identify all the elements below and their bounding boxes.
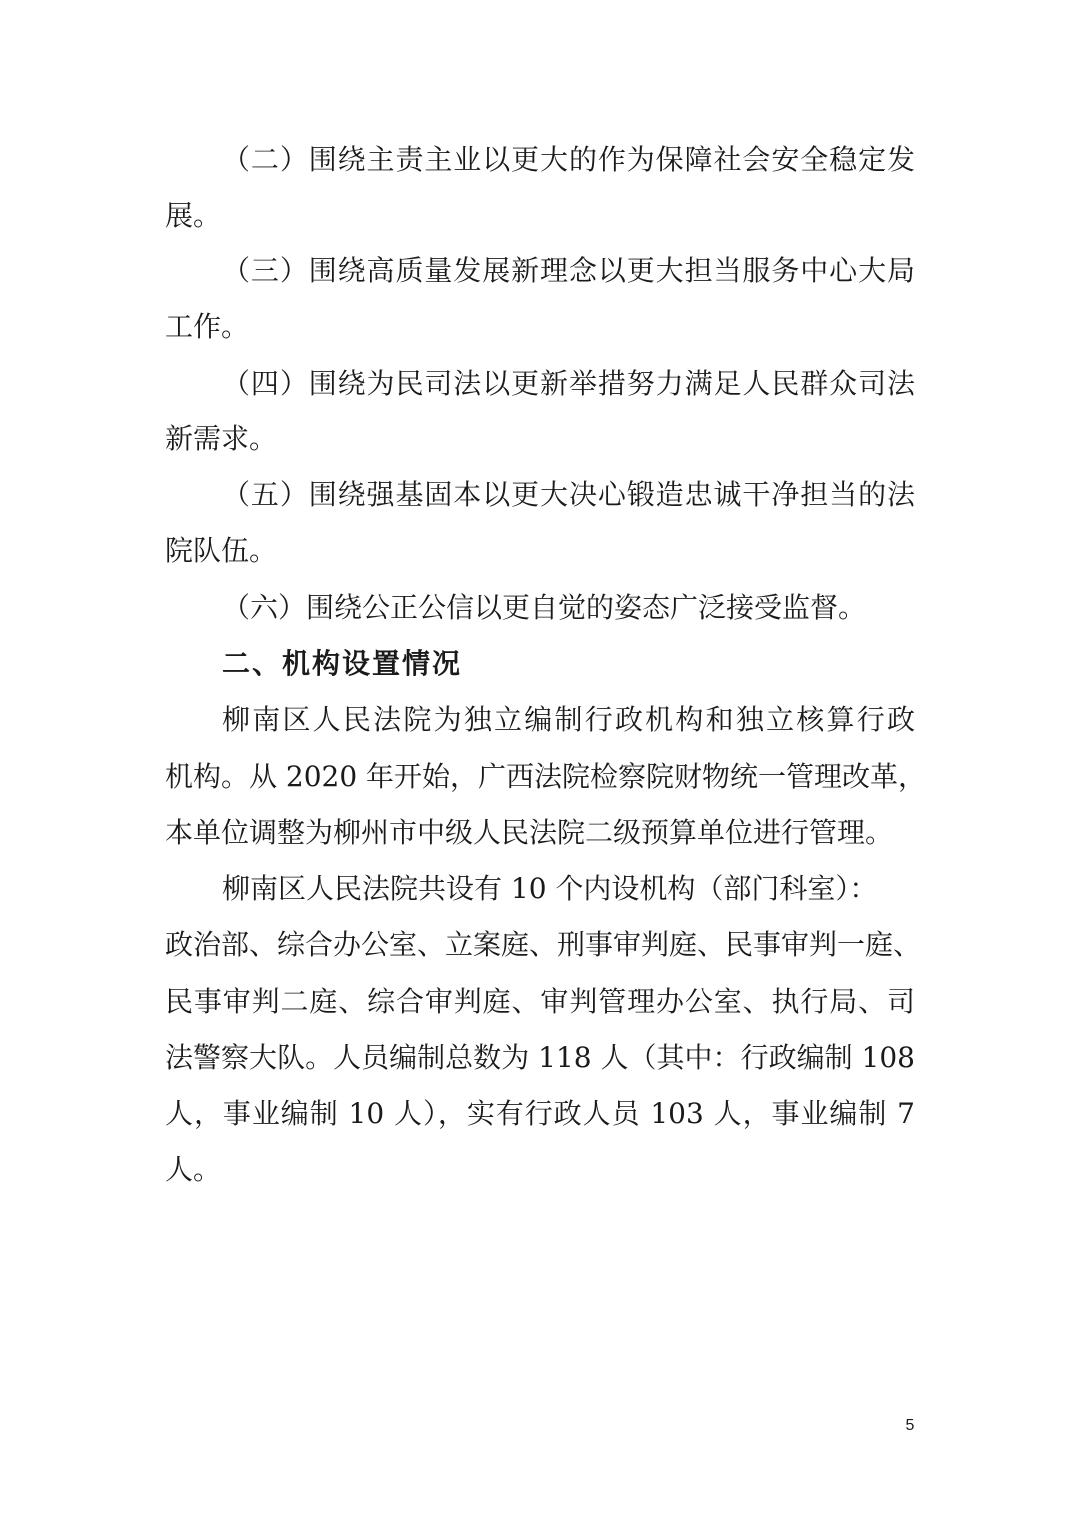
paragraph-3-line-2: 工作。 bbox=[165, 310, 250, 343]
paragraph-3-line-1: （三）围绕高质量发展新理念以更大担当服务中心大局 bbox=[222, 254, 915, 287]
paragraph-8-line-6: 人。 bbox=[165, 1153, 222, 1186]
section-heading: 二、机构设置情况 bbox=[222, 647, 463, 680]
paragraph-6-line-1: （六）围绕公正公信以更自觉的姿态广泛接受监督。 bbox=[222, 591, 867, 624]
paragraph-2-line-2: 展。 bbox=[165, 199, 222, 232]
page-number: 5 bbox=[905, 1417, 915, 1434]
paragraph-4-line-1: （四）围绕为民司法以更新举措努力满足人民群众司法 bbox=[222, 367, 915, 400]
paragraph-5-line-1: （五）围绕强基固本以更大决心锻造忠诚干净担当的法 bbox=[222, 478, 915, 511]
paragraph-5-line-2: 院队伍。 bbox=[165, 534, 278, 567]
paragraph-7-line-1: 柳南区人民法院为独立编制行政机构和独立核算行政 bbox=[222, 703, 915, 736]
paragraph-8-line-1: 柳南区人民法院共设有 10 个内设机构（部门科室）： bbox=[222, 872, 878, 905]
paragraph-2-line-1: （二）围绕主责主业以更大的作为保障社会安全稳定发 bbox=[222, 143, 915, 176]
paragraph-7-line-2: 机构。从 2020 年开始，广西法院检察院财物统一管理改革， bbox=[165, 760, 927, 793]
paragraph-8-line-3: 民事审判二庭、综合审判庭、审判管理办公室、执行局、司 bbox=[165, 985, 915, 1018]
paragraph-8-line-2: 政治部、综合办公室、立案庭、刑事审判庭、民事审判一庭、 bbox=[165, 928, 922, 961]
paragraph-8-line-4: 法警察大队。人员编制总数为 118 人（其中：行政编制 108 bbox=[165, 1041, 915, 1074]
paragraph-4-line-2: 新需求。 bbox=[165, 422, 278, 455]
paragraph-8-line-5: 人，事业编制 10 人），实有行政人员 103 人，事业编制 7 bbox=[165, 1097, 915, 1130]
paragraph-7-line-3: 本单位调整为柳州市中级人民法院二级预算单位进行管理。 bbox=[165, 816, 894, 849]
